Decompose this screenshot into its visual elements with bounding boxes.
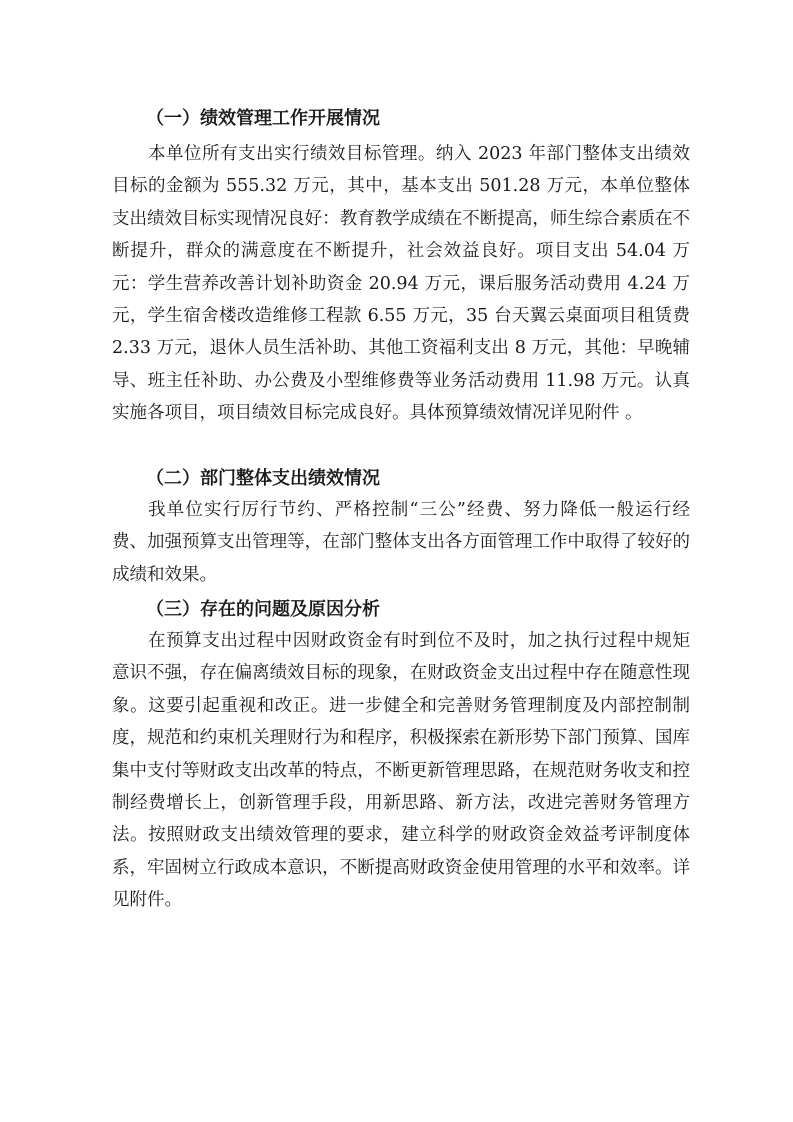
section-heading-overall-expenditure: （二）部门整体支出绩效情况: [146, 468, 380, 489]
section-paragraph-problems-analysis: 在预算支出过程中因财政资金有时到位不及时，加之执行过程中规矩意识不强，存在偏离绩效目标的现象，在财政资金支出过程中存在随意性现象。这要引起重视和改正。进一步健全和完善财务管理制度及内部控制制度，规范和约束机关理财行为和程序，积极探索在新形势下部门预算、国库集中支付等财政支出改革的特点，不断更新管理思路，在规范财务收支和控制经费增长上，创新管理手段，用新思路、新方法，改进完善财务管理方法。按照财政支出绩效管理的要求，建立科学的财政资金效益考评制度体系，牢固树立行政成本意识，不断提高财政资金使用管理的水平和效率。详见附件。: [112, 631, 690, 911]
document-body: [112, 104, 690, 917]
section-paragraph-overall-expenditure: 我单位实行厉行节约、严格控制“三公”经费、努力降低一般运行经费、加强预算支出管理等，在部门整体支出各方面管理工作中取得了较好的成绩和效果。: [112, 500, 690, 585]
section-heading-problems-analysis: （三）存在的问题及原因分析: [146, 599, 380, 620]
section-paragraph-performance-management: 本单位所有支出实行绩效目标管理。纳入 2023 年部门整体支出绩效目标的金额为 555.32 万元，其中，基本支出 501.28 万元，本单位整体支出绩效目标实现情况良好：教育教学成绩在不断提高，师生综合素质在不断提升，群众的满意度在不断提升，社会效益良好。项目支出 54.04 万元：学生营养改善计划补助资金 20.94 万元，课后服务活动费用 4.24 万元，学生宿舍楼改造维修工程款 6.55 万元，35 台天翼云桌面项目租赁费 2.33 万元，退休人员生活补助、其他工资福利支出 8 万元，其他：早晚辅导、班主任补助、办公费及小型维修费等业务活动费用 11.98 万元。认真实施各项目，项目绩效目标完成良好。具体预算绩效情况详见附件 。: [112, 144, 690, 424]
section-heading-performance-management: （一）绩效管理工作开展情况: [146, 108, 380, 129]
